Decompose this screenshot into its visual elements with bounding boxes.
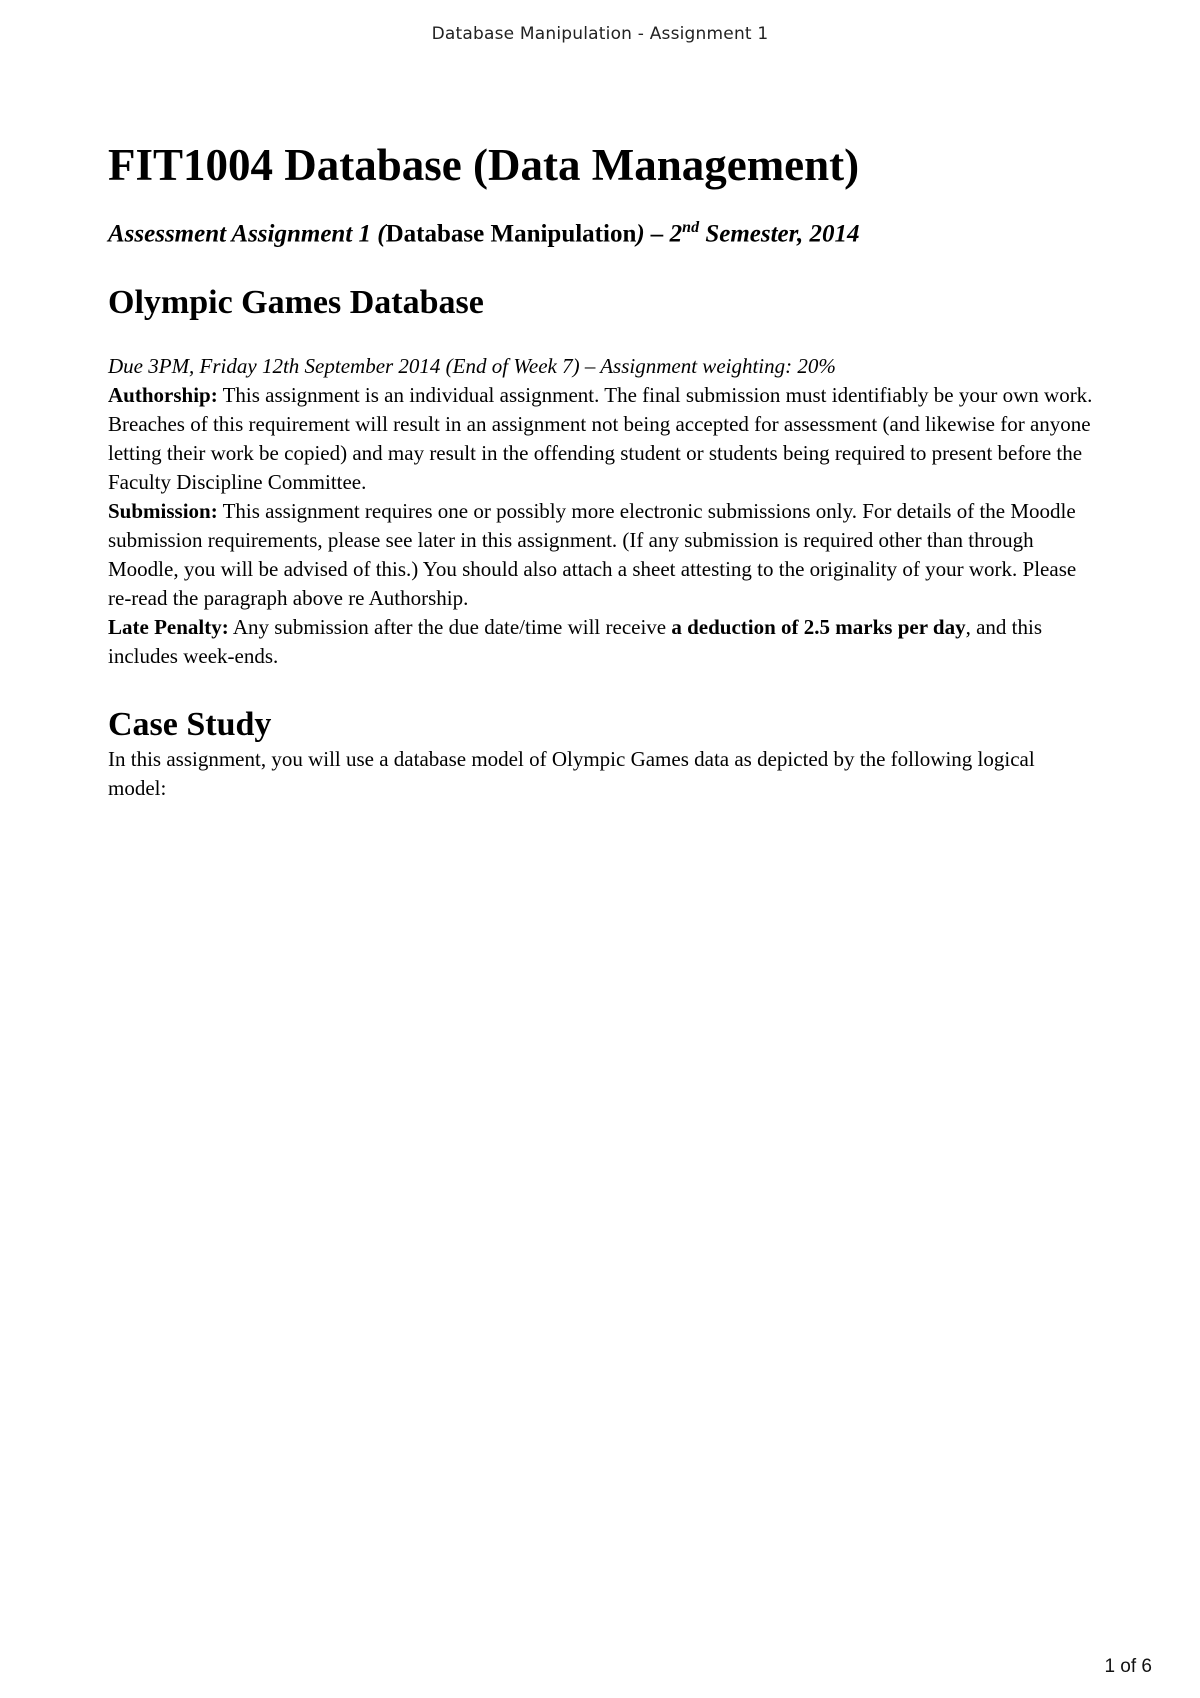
late-penalty-deduction: a deduction of 2.5 marks per day — [671, 614, 966, 639]
document-body — [108, 140, 1098, 803]
authorship-paragraph — [108, 381, 1098, 497]
document-title: FIT1004 Database (Data Management) — [108, 140, 860, 190]
subtitle-part1: Assessment Assignment 1 ( — [108, 220, 386, 248]
running-header: Database Manipulation - Assignment 1 — [431, 24, 769, 44]
authorship-text: This assignment is an individual assignment. The final submission must identifiably be your own work. Breaches of this requirement will result in an assignment not being accepted for assessment (and likewise for anyone letting their work be copied) and may result in the offending student or students being required to present before the Faculty Discipline Committee. — [108, 382, 1093, 494]
page-number: 1 of 6 — [1104, 1656, 1152, 1677]
section-heading-case-study: Case Study — [108, 705, 272, 743]
due-line: Due 3PM, Friday 12th September 2014 (End of Week 7) – Assignment weighting: 20% — [108, 354, 836, 379]
late-penalty-text-after: , and this includes week-ends. — [108, 614, 1043, 668]
authorship-label: Authorship: — [108, 382, 218, 407]
subtitle-part3: ) – 2 — [636, 220, 683, 248]
late-penalty-paragraph — [108, 613, 1098, 671]
submission-paragraph — [108, 497, 1098, 613]
subtitle-superscript: nd — [682, 218, 700, 236]
section-heading-olympic: Olympic Games Database — [108, 283, 484, 321]
subtitle-part2: Database Manipulation — [385, 220, 637, 248]
late-penalty-label: Late Penalty: — [108, 614, 229, 639]
subtitle-part4: Semester, 2014 — [699, 220, 860, 248]
document-subtitle — [108, 218, 1098, 251]
late-penalty-text-before: Any submission after the due date/time will receive — [228, 614, 672, 639]
submission-label: Submission: — [108, 498, 218, 523]
submission-text: This assignment requires one or possibly more electronic submissions only. For details of the Moodle submission requirements, please see later in this assignment. (If any submission is required other than through Moodle, you will be advised of this.) You should also attach a sheet attesting to the originality of your work. Please re-read the paragraph above re Authorship. — [108, 498, 1077, 610]
case-study-paragraph: In this assignment, you will use a database model of Olympic Games data as depicted by the following logical model: — [108, 747, 1035, 801]
